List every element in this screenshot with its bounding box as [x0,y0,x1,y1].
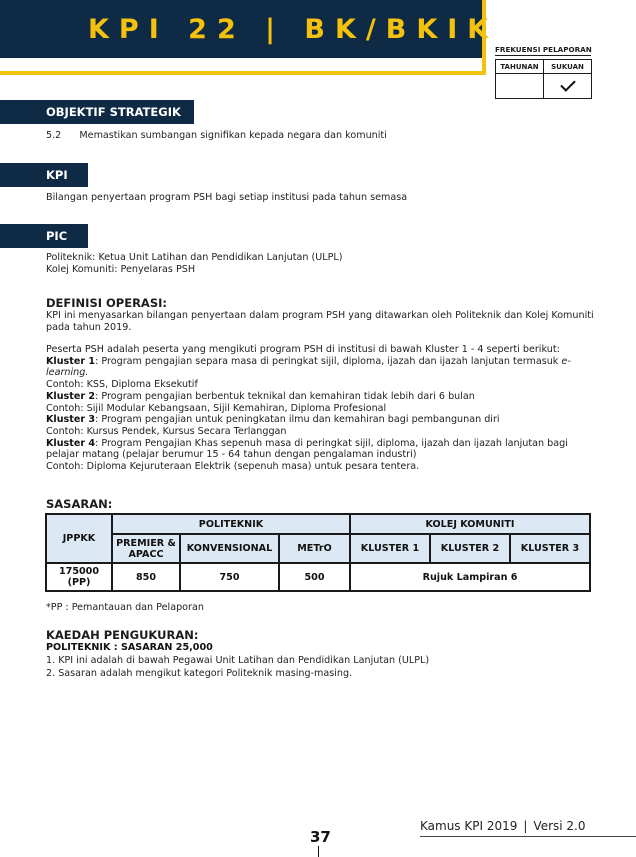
footer-version: Versi 2.0 [533,819,586,833]
kluster-4-example: Contoh: Diploma Kejuruteraan Elektrik (sepenuh masa) untuk pesara tentera. [46,461,420,473]
footer-rule [420,836,636,837]
section-kpi-heading: KPI [0,163,88,187]
frequency-table [495,59,592,99]
frequency-tahunan-cell [496,74,544,99]
footer-doc-info [420,819,586,833]
page-title: KPI 22 | BK/BKIK [88,14,499,45]
footer-separator: | [523,819,528,833]
sasaran-heading: SASARAN: [46,497,113,511]
value-jppkk: 175000 (PP) [46,563,112,591]
value-kolej-komuniti: Rujuk Lampiran 6 [350,563,590,591]
kluster-2-text: : Program pengajian berbentuk teknikal dan kemahiran tidak lebih dari 6 bulan [95,390,475,402]
value-premier: 850 [112,563,180,591]
kluster-2-example: Contoh: Sijil Modular Kebangsaan, Sijil Kemahiran, Diploma Profesional [46,402,387,414]
sasaran-table [45,513,591,592]
frequency-divider [495,55,591,56]
header-accent-horizontal [0,71,486,75]
kaedah-heading: KAEDAH PENGUKURAN: [46,628,199,642]
kluster-2-label: Kluster 2 [46,390,96,402]
section-objektif-heading: OBJEKTIF STRATEGIK [0,100,194,124]
kluster-3-text: : Program pengajian untuk peningkatan ilmu dan kemahiran bagi pembangunan diri [95,414,500,426]
kluster-1-text: : Program pengajian separa masa di peringkat sijil, diploma, ijazah dan ijazah lanjutan termasuk [95,355,562,367]
col-metro: METrO [279,534,350,563]
col-kluster-2: KLUSTER 2 [430,534,510,563]
kluster-3-label: Kluster 3 [46,414,96,426]
kluster-4 [46,438,594,461]
group-kolej-komuniti: KOLEJ KOMUNITI [350,514,590,534]
objektif-line [46,130,387,143]
group-politeknik: POLITEKNIK [112,514,350,534]
value-konvensional: 750 [180,563,279,591]
value-metro: 500 [279,563,350,591]
pic-line-1: Politeknik: Ketua Unit Latihan dan Pendidikan Lanjutan (ULPL) [46,252,343,263]
definisi-clusters [46,344,594,473]
definisi-intro: Peserta PSH adalah peserta yang mengikuti program PSH di institusi di bawah Kluster 1 - 4 seperti berikut: [46,344,560,355]
frequency-col-tahunan: TAHUNAN [496,60,544,74]
checkmark-icon [560,76,576,92]
footer-doc-title: Kamus KPI 2019 [420,819,518,833]
kluster-4-text: : Program Pengajian Khas sepenuh masa di peringkat sijil, diploma, ijazah dan ijazah lanjutan bagi pelajar matang (pelajar berumur 15 - 64 tahun dengan pengalaman industri) [46,437,568,461]
kluster-2 [46,391,594,403]
frequency-sukuan-cell [544,74,592,99]
col-kluster-1: KLUSTER 1 [350,534,430,563]
col-premier-apacc: PREMIER & APACC [112,534,180,563]
col-jppkk: JPPKK [46,514,112,563]
objektif-text: Memastikan sumbangan signifikan kepada negara dan komuniti [79,130,387,141]
col-konvensional: KONVENSIONAL [180,534,279,563]
kluster-1-example: Contoh: KSS, Diploma Eksekutif [46,379,198,391]
col-kluster-3: KLUSTER 3 [510,534,590,563]
pic-line-2: Kolej Komuniti: Penyelaras PSH [46,264,196,275]
page-number-tick [318,846,319,857]
kluster-3 [46,414,594,426]
section-pic-heading: PIC [0,224,88,248]
frequency-label: FREKUENSI PELAPORAN [495,45,592,54]
frequency-col-sukuan: SUKUAN [544,60,592,74]
kpi-text: Bilangan penyertaan program PSH bagi setiap institusi pada tahun semasa [46,192,408,203]
kluster-3-example: Contoh: Kursus Pendek, Kursus Secara Terlanggan [46,425,287,437]
kluster-1-label: Kluster 1 [46,355,96,367]
definisi-heading: DEFINISI OPERASI: [46,296,167,310]
page-number: 37 [310,828,331,846]
kluster-1 [46,356,594,379]
kaedah-sub: POLITEKNIK : SASARAN 25,000 [46,642,213,653]
kaedah-item-2: 2. Sasaran adalah mengikut kategori Politeknik masing-masing. [46,668,353,679]
kluster-1-italic: e-learning. [46,355,571,379]
kluster-4-label: Kluster 4 [46,437,96,449]
sasaran-note: *PP : Pemantauan dan Pelaporan [46,602,204,613]
objektif-number: 5.2 [46,130,62,141]
definisi-paragraph-1: KPI ini menyasarkan bilangan penyertaan dalam program PSH yang ditawarkan oleh Politeknik dan Kolej Komuniti pada tahun 2019. [46,310,594,333]
kaedah-item-1: 1. KPI ini adalah di bawah Pegawai Unit Latihan dan Pendidikan Lanjutan (ULPL) [46,655,430,666]
